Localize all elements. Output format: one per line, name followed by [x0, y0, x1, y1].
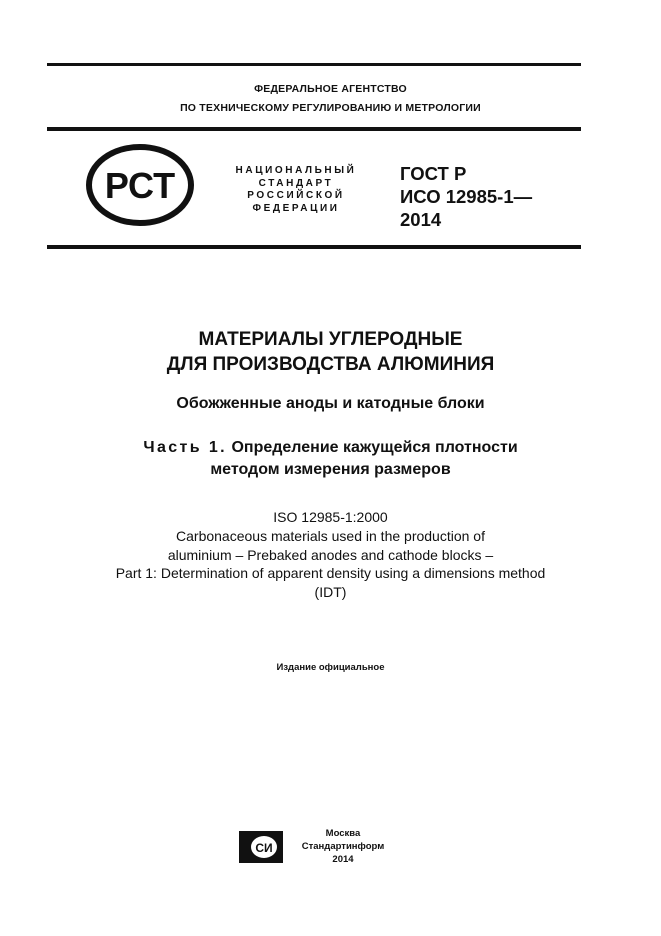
publisher-info — [293, 827, 393, 866]
standard-label — [226, 165, 366, 215]
iso-line-1: ISO 12985-1:2000 — [273, 509, 388, 525]
part-title-line-1 — [0, 437, 661, 459]
part-label: Часть 1. — [143, 439, 228, 456]
document-title — [0, 327, 661, 377]
part-title-line-2: методом измерения размеров — [210, 461, 451, 478]
part-title — [0, 437, 661, 481]
top-rule — [47, 63, 581, 66]
agency-name — [0, 80, 661, 118]
standard-line-4: ФЕДЕРАЦИИ — [252, 202, 340, 214]
standard-designation — [400, 162, 532, 231]
standard-line-3: РОССИЙСКОЙ — [247, 190, 345, 201]
publisher-name: Стандартинформ — [301, 841, 385, 852]
title-line-2: ДЛЯ ПРОИЗВОДСТВА АЛЮМИНИЯ — [166, 354, 495, 375]
designation-line-2: ИСО 12985-1— — [400, 186, 533, 207]
designation-line-3: 2014 — [400, 209, 442, 230]
agency-line-2: ПО ТЕХНИЧЕСКОМУ РЕГУЛИРОВАНИЮ И МЕТРОЛОГИИ — [180, 102, 481, 114]
iso-line-2: Carbonaceous materials used in the production of — [176, 527, 485, 544]
iso-line-5: (IDT) — [314, 584, 347, 601]
gost-r-emblem-icon — [86, 144, 194, 226]
iso-line-3: aluminium – Prebaked anodes and cathode blocks – — [167, 546, 494, 563]
standartinform-logo-icon — [238, 830, 284, 864]
header-bottom-rule — [47, 245, 581, 249]
publisher-year: 2014 — [332, 854, 354, 865]
designation-line-1: ГОСТ Р — [400, 163, 467, 184]
header-rule — [47, 127, 581, 131]
part-title-rest: Определение кажущейся плотности — [227, 439, 518, 456]
publisher-logo-text: СИ — [255, 841, 273, 855]
standard-line-2: СТАНДАРТ — [258, 177, 334, 189]
iso-line-4: Part 1: Determination of apparent density using a dimensions method — [115, 565, 546, 582]
iso-reference — [0, 508, 661, 602]
emblem-text: РСТ — [104, 165, 176, 206]
standard-line-1: НАЦИОНАЛЬНЫЙ — [235, 165, 357, 176]
title-line-1: МАТЕРИАЛЫ УГЛЕРОДНЫЕ — [198, 329, 463, 350]
edition-label: Издание официальное — [276, 662, 385, 673]
publisher-city: Москва — [325, 828, 361, 839]
document-subtitle: Обожженные аноды и катодные блоки — [176, 395, 485, 412]
agency-line-1: ФЕДЕРАЛЬНОЕ АГЕНТСТВО — [254, 83, 407, 95]
